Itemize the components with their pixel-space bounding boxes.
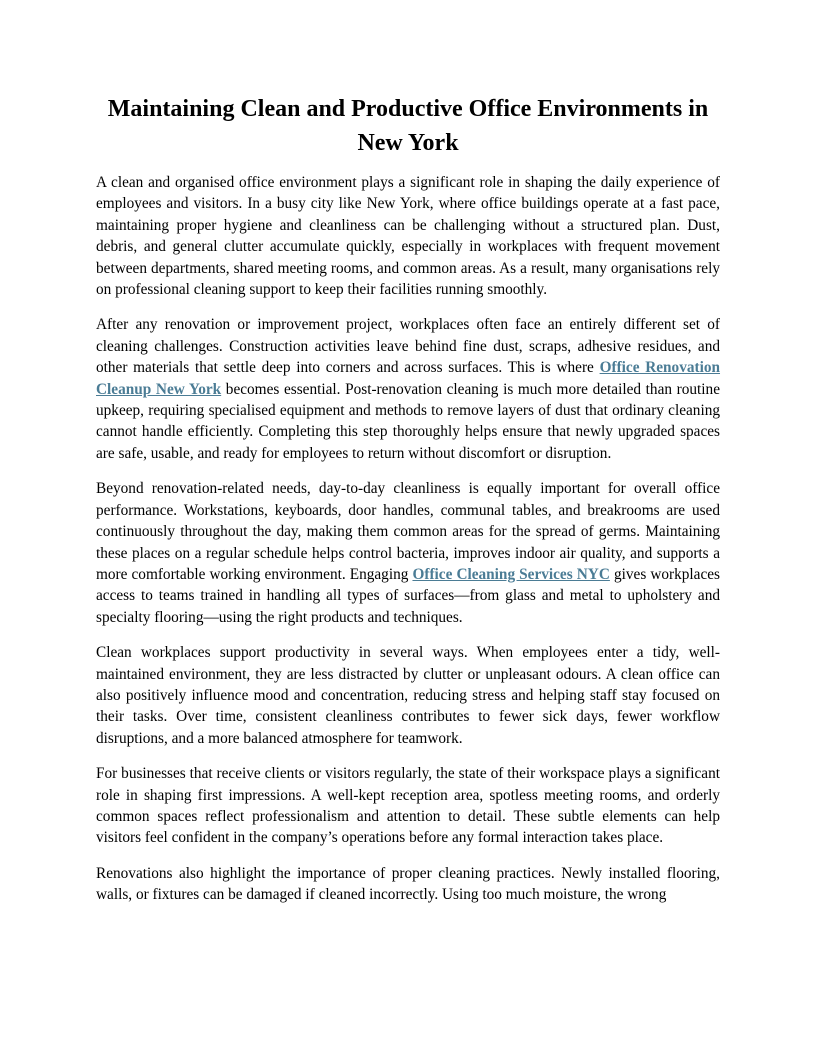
document-title: Maintaining Clean and Productive Office Environments in New York [107,96,709,156]
paragraph-renovation-practices: Renovations also highlight the importance of proper cleaning practices. Newly installed flooring, walls, or fixtures can be damaged if cleaned incorrectly. Using too much moisture, the wrong [96,864,720,904]
paragraph-text: becomes essential. Post-renovation cleaning is much more detailed than routine upkeep, requiring specialised equipment and methods to remove layers of dust that ordinary cleaning cannot handle efficiently. Completing this step thoroughly helps ensure that newly upgraded spaces are safe, usable, and ready for employees to return without discomfort or disruption. [96,380,720,462]
paragraph-first-impressions: For businesses that receive clients or visitors regularly, the state of their workspace plays a significant role in shaping first impressions. A well-kept reception area, spotless meeting rooms, and orderly common spaces reflect professionalism and attention to detail. These subtle elements can help visitors feel confident in the company’s operations before any formal interaction takes place. [96,765,720,847]
office-cleaning-services-link[interactable]: Office Cleaning Services NYC [412,565,610,583]
paragraph-renovation [96,314,720,464]
paragraph-daily-cleaning [96,478,720,628]
paragraph-productivity: Clean workplaces support productivity in several ways. When employees enter a tidy, well-maintained environment, they are less distracted by clutter or unpleasant odours. A clean office can also positively influence mood and concentration, reducing stress and helping staff stay focused on their tasks. Over time, consistent cleanliness contributes to fewer sick days, fewer workflow disruptions, and a more balanced atmosphere for teamwork. [96,644,720,747]
paragraph-intro: A clean and organised office environment plays a significant role in shaping the daily experience of employees and visitors. In a busy city like New York, where office buildings operate at a fast pace, maintaining proper hygiene and cleanliness can be challenging without a structured plan. Dust, debris, and general clutter accumulate quickly, especially in workplaces with frequent movement between departments, shared meeting rooms, and common areas. As a result, many organisations rely on professional cleaning support to keep their facilities running smoothly. [96,174,720,299]
paragraph-text: After any renovation or improvement project, workplaces often face an entirely different set of cleaning challenges. Construction activities leave behind fine dust, scraps, adhesive residues, and other materials that settle deep into corners and across surfaces. This is where [96,316,720,377]
document-page [96,92,720,920]
paragraph-text: Beyond renovation-related needs, day-to-day cleanliness is equally important for overall office performance. Workstations, keyboards, door handles, communal tables, and breakrooms are used continuously throughout the day, making them common areas for the spread of germs. Maintaining these places on a regular schedule helps control bacteria, improves indoor air quality, and supports a more comfortable working environment. Engaging [96,480,720,583]
paragraph-text: gives workplaces access to teams trained in handling all types of surfaces—from glass and metal to upholstery and specialty flooring—using the right products and techniques. [96,565,720,626]
office-renovation-cleanup-link[interactable]: Office Renovation Cleanup New York [96,359,721,398]
